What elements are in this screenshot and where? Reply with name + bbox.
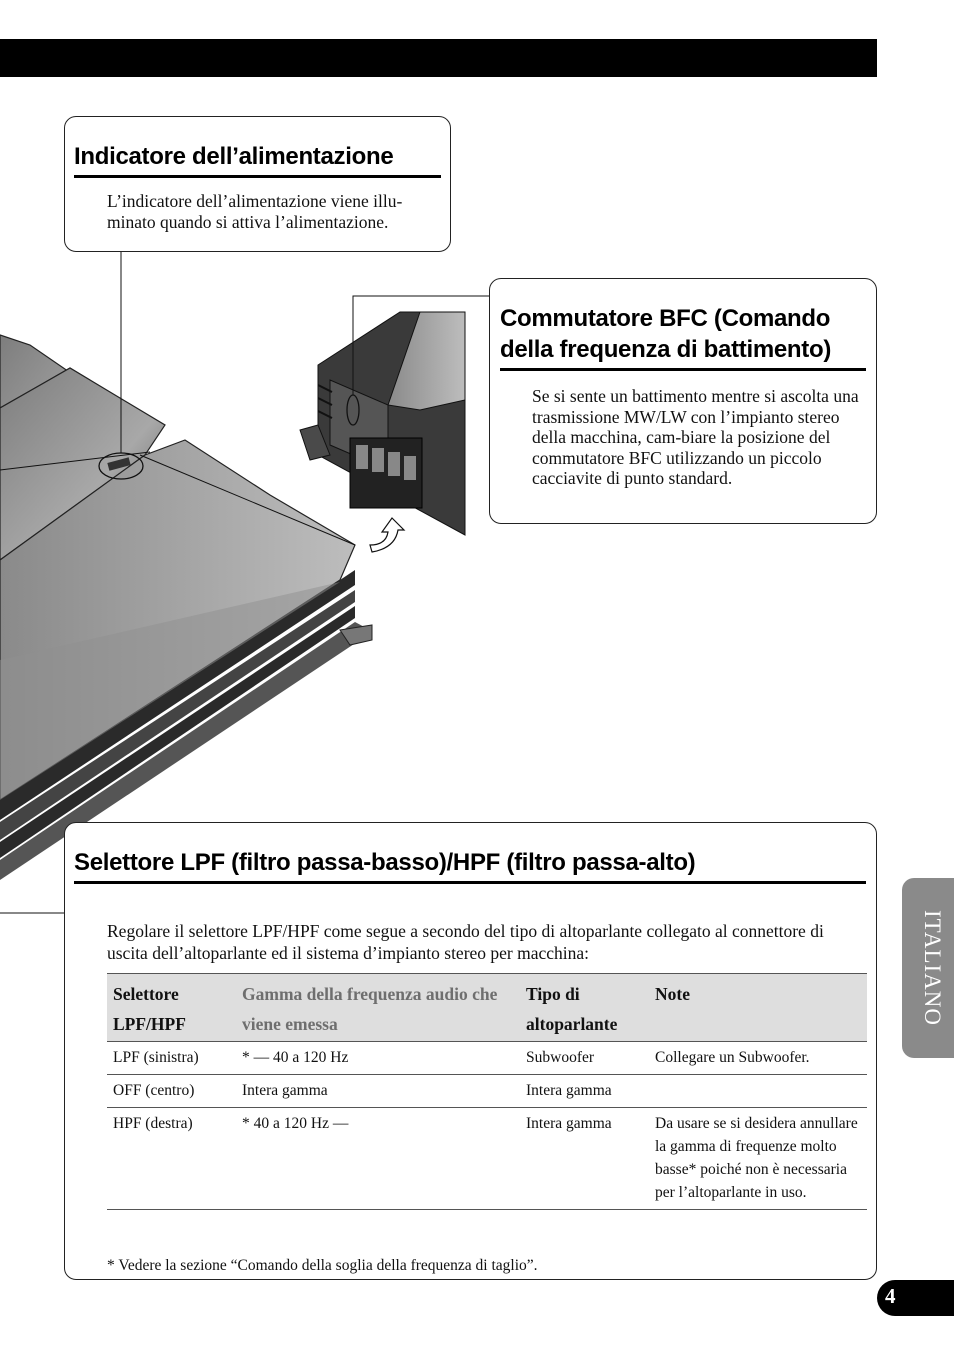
table-row <box>107 1042 867 1075</box>
power-indicator-text: L’indicatore dell’alimentazione viene illu-minato quando si attiva l’alimentazione. <box>107 191 403 232</box>
power-indicator-box <box>64 116 451 252</box>
bfc-switch-text: Se si sente un battimento mentre si ascolta una trasmissione MW/LW con l’impianto stereo della macchina, cam-biare la posizione del commutatore BFC utilizzando un piccolo cacciavite di punto standard. <box>532 386 859 488</box>
table-row <box>107 1075 867 1108</box>
table-cell: Intera gamma <box>236 1075 520 1108</box>
table-cell: Intera gamma <box>520 1108 649 1210</box>
table-cell: HPF (destra) <box>107 1108 236 1210</box>
table-cell: LPF (sinistra) <box>107 1042 236 1075</box>
lpf-hpf-title: Selettore LPF (filtro passa-basso)/HPF (filtro passa-alto) <box>74 849 866 884</box>
table-cell: Da usare se si desidera annullare la gamma di frequenze molto basse* poiché non è necessaria per l’altoparlante in uso. <box>649 1108 867 1210</box>
language-tab-label: ITALIANO <box>920 909 945 1027</box>
page-number: 4 <box>885 1284 896 1308</box>
table-cell: * — 40 a 120 Hz <box>236 1042 520 1075</box>
lpf-hpf-selector-box <box>64 822 877 1280</box>
power-indicator-title: Indicatore dell’alimentazione <box>74 143 441 178</box>
language-tab <box>902 878 954 1058</box>
header-notes: Note <box>649 974 867 1042</box>
bfc-switch-box <box>489 278 877 524</box>
table-header-row <box>107 974 867 1042</box>
lpf-hpf-table <box>107 973 867 1210</box>
bfc-switch-title: Commutatore BFC (Comando della frequenza di battimento) <box>500 303 866 371</box>
header-speaker-type: Tipo di altoparlante <box>520 974 649 1042</box>
footnote: * Vedere la sezione “Comando della soglia della frequenza di taglio”. <box>107 1256 538 1274</box>
lpf-hpf-intro: Regolare il selettore LPF/HPF come segue a secondo del tipo di altoparlante collegato al connettore di uscita dell’altoparlante ed il sistema d’impianto stereo per macchina: <box>107 920 824 963</box>
table-cell: * 40 a 120 Hz — <box>236 1108 520 1210</box>
table-cell: OFF (centro) <box>107 1075 236 1108</box>
table-cell <box>649 1075 867 1108</box>
header-selector: Selettore LPF/HPF <box>107 974 236 1042</box>
table-cell: Subwoofer <box>520 1042 649 1075</box>
table-cell: Intera gamma <box>520 1075 649 1108</box>
page-number-badge <box>877 1280 954 1316</box>
table-row <box>107 1108 867 1210</box>
header-frequency-range: Gamma della frequenza audio che viene emessa <box>236 974 520 1042</box>
table-cell: Collegare un Subwoofer. <box>649 1042 867 1075</box>
